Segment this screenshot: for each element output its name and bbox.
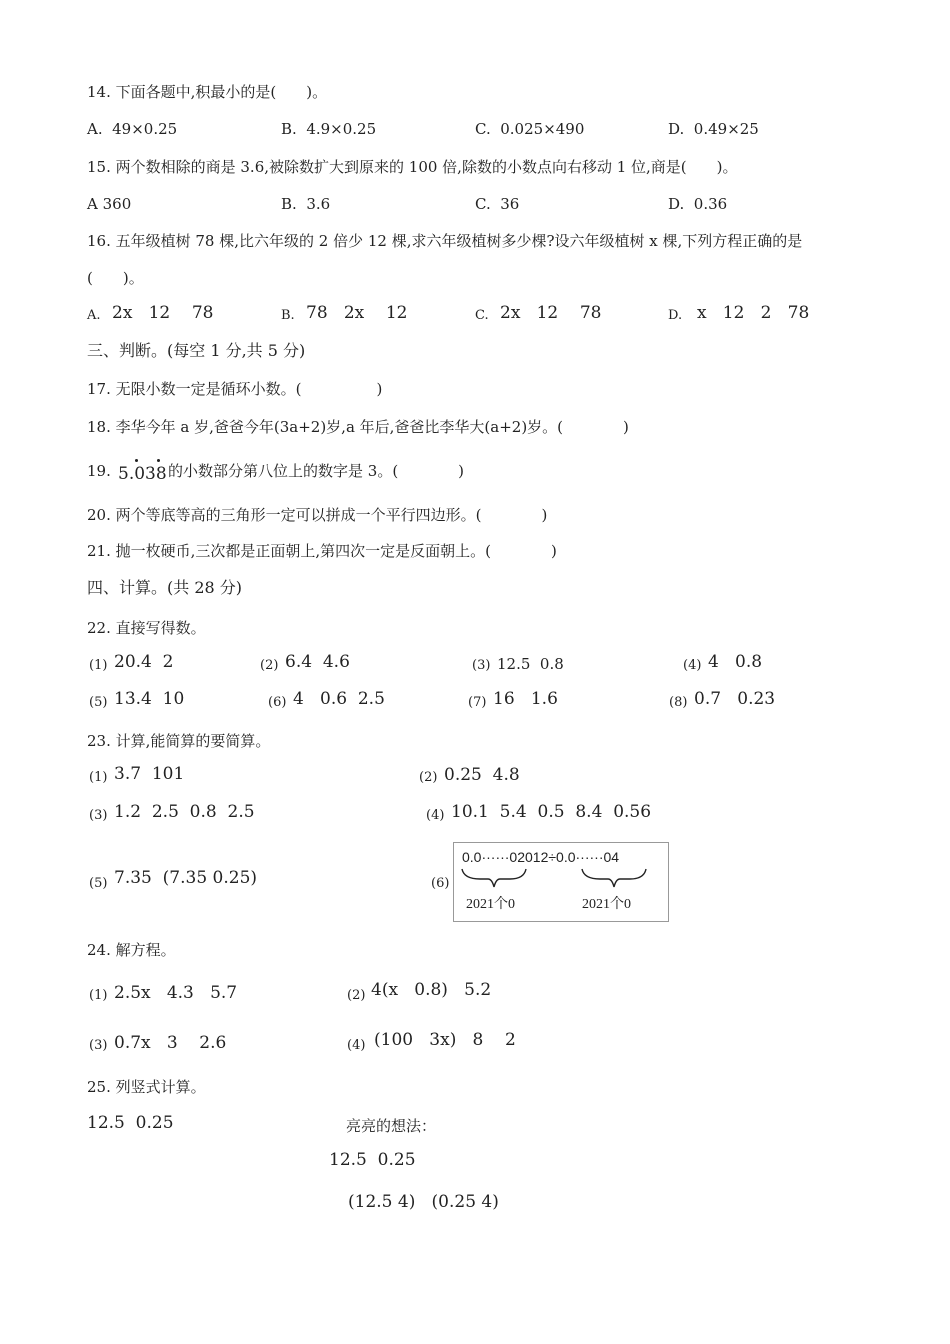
section-3-heading: 三、判断。(每空 1 分,共 5 分) [87,341,306,360]
q23-item-number: (6) [431,876,450,891]
q22-item-expr: 16 1.6 [493,689,558,709]
q24-item-number: (1) [89,988,108,1003]
q16-stem-paren: ( )。 [87,269,144,287]
q23-item-number: (2) [419,770,438,785]
q24-item-expr: 4(x 0.8) 5.2 [371,980,492,1000]
q24-stem: 24. 解方程。 [87,941,176,959]
q23-item-6-expression-image [453,842,669,922]
q23-item-number: (3) [89,808,108,823]
q25-idea-label: 亮亮的想法： [346,1117,437,1135]
q19-value: 5.038 [118,464,167,484]
q18: 18. 李华今年 a 岁,爸爸今年(3a+2)岁,a 年后,爸爸比李华大(a+2)岁。( ) [87,418,629,436]
q16-option-d-label: D. [668,308,683,323]
q15-option-b: B. 3.6 [281,195,331,213]
q16-option-c-label: C. [475,308,489,323]
q15-option-a: A 360 [87,195,132,213]
q22-item-expr: 0.7 0.23 [694,689,776,709]
q24-item-number: (2) [347,988,366,1003]
q14-stem: 14. 下面各题中,积最小的是( )。 [87,83,328,101]
q16-option-b-label: B. [281,308,295,323]
q23-item-number: (1) [89,770,108,785]
q19-number: 19. [87,462,111,480]
q20: 20. 两个等底等高的三角形一定可以拼成一个平行四边形。( ) [87,506,548,524]
q23-box-expression: 0.0······02012÷0.0······04 [462,849,620,865]
q14-option-c: C. 0.025×490 [475,120,585,138]
q21: 21. 抛一枚硬币,三次都是正面朝上,第四次一定是反面朝上。( ) [87,542,557,560]
q25-expression: 12.5 0.25 [87,1113,174,1133]
q16-option-a: 2x 12 78 [112,303,214,323]
q22-item-expr: 12.5 0.8 [497,655,564,673]
q24-item-expr: 0.7x 3 2.6 [114,1033,227,1053]
q15-stem: 15. 两个数相除的商是 3.6,被除数扩大到原来的 100 倍,除数的小数点向右移动 1 位,商是( )。 [87,158,738,176]
q23-box-right-note: 2021个0 [582,897,631,912]
q16-option-d: x 12 2 78 [697,303,810,323]
q16-option-c: 2x 12 78 [500,303,602,323]
q24-item-expr: (100 3x) 8 2 [374,1030,516,1050]
repeat-dot [135,459,138,462]
q24-item-expr: 2.5x 4.3 5.7 [114,983,238,1003]
q15-option-d: D. 0.36 [668,195,728,213]
q22-item-expr: 4 0.6 2.5 [293,689,385,709]
q25-idea-line-2: (12.5 4) (0.25 4) [348,1192,499,1212]
q17: 17. 无限小数一定是循环小数。( ) [87,380,383,398]
q23-item-expr: 10.1 5.4 0.5 8.4 0.56 [451,802,652,822]
q14-option-d: D. 0.49×25 [668,120,759,138]
q16-stem: 16. 五年级植树 78 棵,比六年级的 2 倍少 12 棵,求六年级植树多少棵?设六年级植树 x 棵,下列方程正确的是 [87,232,803,250]
q22-item-number: (4) [683,658,702,673]
q14-option-a: A. 49×0.25 [87,120,178,138]
q22-item-number: (3) [472,658,491,673]
q22-item-expr: 13.4 10 [114,689,185,709]
q22-item-expr: 20.4 2 [114,652,174,672]
q19-text: 的小数部分第八位上的数字是 3。( ) [168,462,465,480]
q23-item-number: (4) [426,808,445,823]
q24-item-number: (4) [347,1038,366,1053]
q14-option-b: B. 4.9×0.25 [281,120,377,138]
q22-item-number: (8) [669,695,688,710]
q23-item-expr: 3.7 101 [114,764,185,784]
repeat-dot [157,459,160,462]
q22-stem: 22. 直接写得数。 [87,619,206,637]
q23-item-number: (5) [89,876,108,891]
q22-item-number: (1) [89,658,108,673]
q22-item-number: (5) [89,695,108,710]
q22-item-number: (2) [260,658,279,673]
q23-box-left-note: 2021个0 [466,897,515,912]
q25-stem: 25. 列竖式计算。 [87,1078,206,1096]
q23-item-expr: 1.2 2.5 0.8 2.5 [114,802,255,822]
section-4-heading: 四、计算。(共 28 分) [87,578,243,597]
q15-option-c: C. 36 [475,195,520,213]
q16-option-b: 78 2x 12 [306,303,408,323]
q22-item-expr: 4 0.8 [708,652,763,672]
q24-item-number: (3) [89,1038,108,1053]
q16-option-a-label: A. [87,308,101,323]
q22-item-number: (7) [468,695,487,710]
q23-stem: 23. 计算,能简算的要简算。 [87,732,271,750]
q25-idea-line-1: 12.5 0.25 [329,1150,416,1170]
q23-item-expr: 0.25 4.8 [444,765,520,785]
q22-item-number: (6) [268,695,287,710]
q22-item-expr: 6.4 4.6 [285,652,350,672]
q23-item-expr: 7.35 (7.35 0.25) [114,868,258,888]
